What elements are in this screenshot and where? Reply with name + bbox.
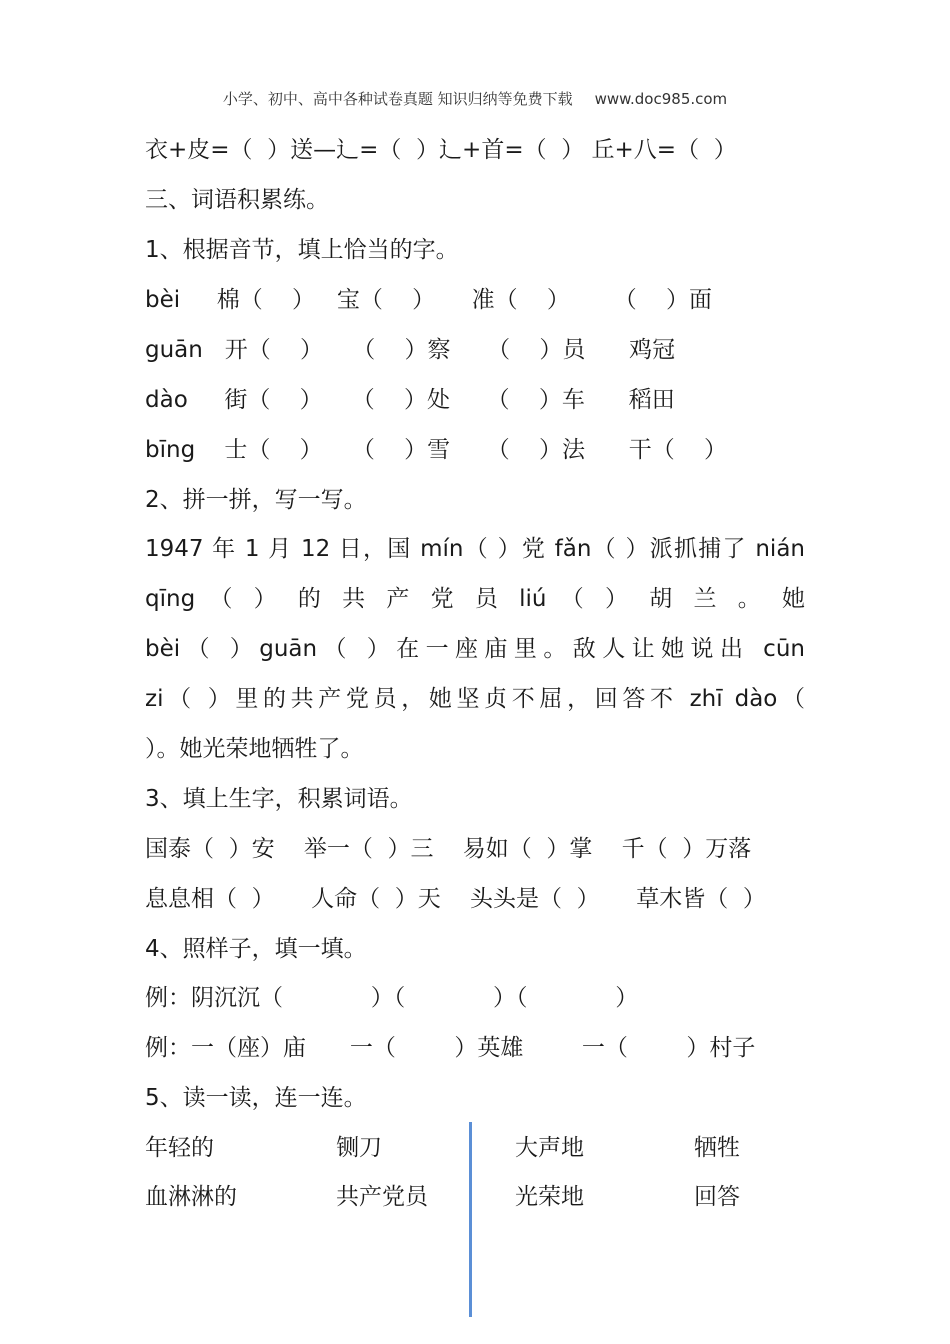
q2-heading: 2、拼一拼，写一写。: [145, 487, 367, 513]
q4-example-1: 例：阴沉沉（ ）（ ）（ ）: [145, 985, 639, 1011]
match-right-adverb-2: 光荣地: [515, 1184, 584, 1210]
header-url[interactable]: www.doc985.com: [594, 90, 728, 108]
q3-heading: 3、填上生字，积累词语。: [145, 786, 413, 812]
match-left-noun-2: 共产党员: [336, 1184, 428, 1210]
section-three-heading: 三、词语积累练。: [145, 187, 329, 213]
match-left-adjective-2: 血淋淋的: [145, 1184, 237, 1210]
q3-row-2: 息息相（ ） 人命（ ）天 头头是（ ） 草木皆（ ）: [145, 886, 766, 912]
q2-passage-line-3: bèi（ ）guān（ ）在一座庙里。敌人让她说出 cūn: [145, 636, 805, 662]
q1-row-bei: bèi 棉（ ） 宝（ ） 准（ ） （ ）面: [145, 287, 713, 313]
q5-heading: 5、读一读，连一连。: [145, 1085, 367, 1111]
q1-row-bing: bīng 士（ ） （ ）雪 （ ）法 干（ ）: [145, 437, 728, 463]
q2-passage-line-1: 1947 年 1 月 12 日，国 mín（ ）党 fǎn（ ）派抓捕了 nián: [145, 536, 805, 562]
q2-passage-line-4: zi（ ）里的共产党员，她坚贞不屈，回答不 zhī dào（: [145, 686, 805, 712]
q4-example-2: 例：一（座）庙 一（ ）英雄 一（ ）村子: [145, 1035, 756, 1061]
q4-heading: 4、照样子，填一填。: [145, 936, 367, 962]
header-text: 小学、初中、高中各种试卷真题 知识归纳等免费下载: [222, 90, 573, 108]
q3-row-1: 国泰（ ）安 举一（ ）三 易如（ ）掌 千（ ）万落: [145, 836, 752, 862]
page-header: [0, 88, 950, 109]
char-combo-line: 衣+皮=（ ）送—辶=（ ）辶+首=（ ） 丘+八=（ ）: [145, 137, 737, 163]
q2-passage-line-5: ）。她光荣地牺牲了。: [145, 736, 364, 762]
q2-passage-line-2: qīng （ ） 的 共 产 党 员 liú （ ） 胡 兰 。 她: [145, 586, 805, 612]
q1-row-dao: dào 街（ ） （ ）处 （ ）车 稻田: [145, 387, 675, 413]
match-right-adverb-1: 大声地: [515, 1135, 584, 1161]
match-left-adjective-1: 年轻的: [145, 1135, 214, 1161]
match-right-verb-1: 牺牲: [694, 1135, 740, 1161]
match-right-verb-2: 回答: [694, 1184, 740, 1210]
q1-row-guan: guān 开（ ） （ ）察 （ ）员 鸡冠: [145, 337, 676, 363]
q1-heading: 1、根据音节，填上恰当的字。: [145, 237, 459, 263]
match-left-noun-1: 铡刀: [336, 1135, 382, 1161]
column-divider: [469, 1122, 472, 1317]
